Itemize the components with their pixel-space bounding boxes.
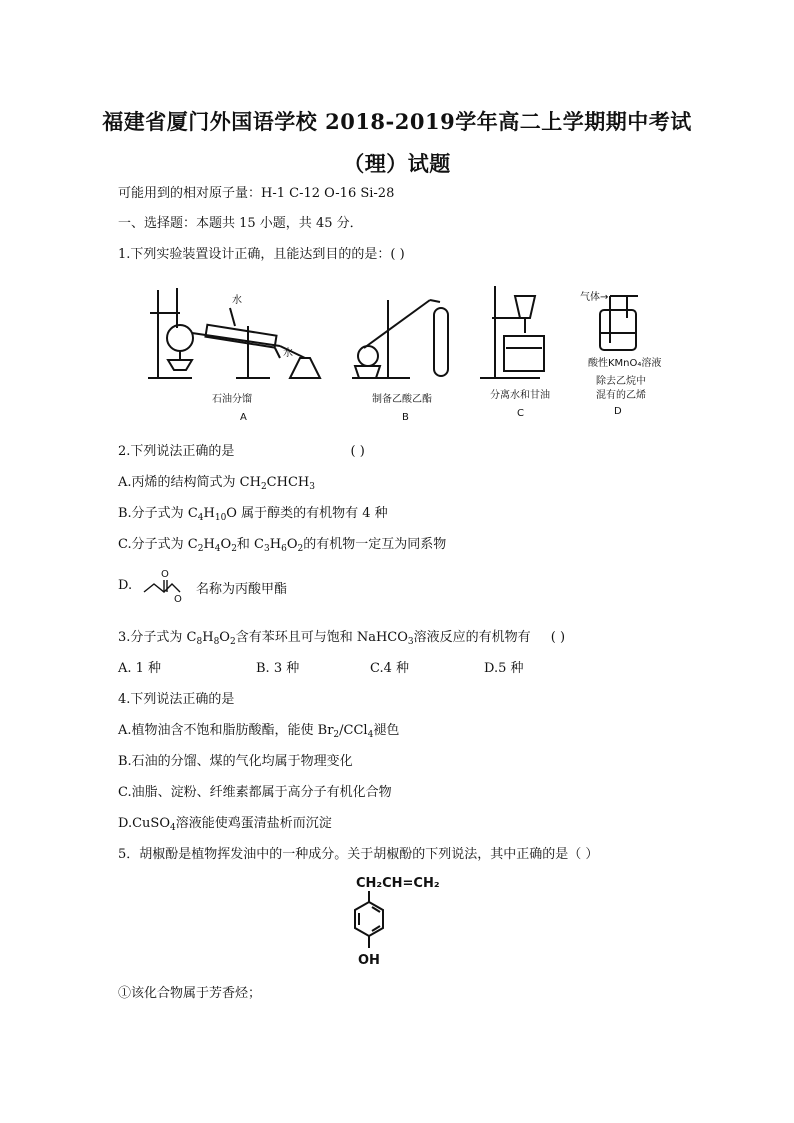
q2-d-ester-o: O	[174, 594, 182, 605]
question-4-stem: 4.下列说法正确的是	[118, 692, 235, 707]
fig-c-funnel	[515, 296, 535, 318]
question-3-stem: 3.分子式为 $C_8H_8O_2$含有苯环且可与饱和 NaHCO$_3$溶液反应的有机物有 ( )	[118, 630, 566, 647]
question-1-stem: 1.下列实验装置设计正确，且能达到目的的是：( )	[118, 247, 405, 262]
fig-b-letter: B	[402, 412, 409, 423]
fig-b-delivery-tube	[364, 300, 430, 348]
fig-a-water-in-label: 水	[232, 295, 242, 306]
q5-allyl-group: CH₂CH=CH₂	[356, 876, 440, 891]
q3-answer-paren: ( )	[550, 630, 566, 645]
fig-a-burner	[168, 360, 192, 370]
q2-option-c: C.分子式为 $C_2H_4O_2$和 $C_3H_6O_2$的有机物一定互为同系物	[118, 537, 447, 554]
fig-a-flask	[167, 325, 193, 351]
q2-answer-paren: ( )	[350, 444, 365, 459]
q3-option-c: C.4 种	[370, 661, 410, 676]
fig-a-letter: A	[240, 412, 247, 423]
q2-d-carbonyl-o: O	[161, 569, 169, 580]
q5-statement-1: ①该化合物属于芳香烃；	[118, 986, 262, 1001]
fig-d-caption-2: 混有的乙烯	[596, 390, 646, 401]
fig-d-caption-1: 除去乙烷中	[596, 376, 646, 387]
fig-c-beaker	[504, 336, 544, 371]
fig-d-letter: D	[614, 406, 622, 417]
fig-d-reagent-label: 酸性KMnO₄溶液	[588, 358, 662, 369]
question-5-stem: 5．胡椒酚是植物挥发油中的一种成分。关于胡椒酚的下列说法，其中正确的是（ ）	[118, 847, 599, 862]
q2-option-d-structure	[140, 566, 192, 606]
q3-option-d: D.5 种	[484, 661, 524, 676]
fig-b-tube	[358, 346, 378, 366]
fig-d-bottle	[600, 310, 636, 350]
q2-option-b: B.分子式为 $C_4H_{10}O$ 属于醇类的有机物有 4 种	[118, 506, 388, 523]
q5-hydroxyl-group: OH	[358, 953, 380, 968]
q5-structure-chavicol	[352, 872, 452, 970]
fig-b-caption: 制备乙酸乙酯	[372, 394, 432, 405]
fig-a-water-out-label: 水	[283, 348, 293, 359]
q2-option-d-label: D.	[118, 578, 133, 593]
q4-option-c: C.油脂、淀粉、纤维素都属于高分子有机化合物	[118, 785, 392, 800]
fig-d-gas-label: 气体→	[580, 292, 609, 303]
atomic-masses: 可能用到的相对原子量：H-1 C-12 O-16 Si-28	[118, 186, 395, 201]
q4-option-d: D.CuSO$_4$溶液能使鸡蛋清盐析而沉淀	[118, 816, 332, 833]
exam-title: 福建省厦门外国语学校 2018-2019学年高二上学期期中考试	[102, 109, 692, 134]
q4-option-b: B.石油的分馏、煤的气化均属于物理变化	[118, 754, 353, 769]
q2-stem-text: 2.下列说法正确的是	[118, 444, 235, 459]
fig-b-collection-tube	[434, 308, 448, 376]
q2-option-a: A.丙烯的结构简式为 $CH_2CHCH_3$	[118, 475, 315, 492]
q1-apparatus-figure	[140, 278, 670, 428]
q2-option-d-text: 名称为丙酸甲酯	[196, 582, 288, 597]
fig-a-caption: 石油分馏	[212, 394, 252, 405]
exam-subtitle: （理）试题	[343, 151, 451, 176]
section-heading: 一、选择题：本题共 15 小题，共 45 分．	[118, 216, 363, 231]
q3-option-b: B. 3 种	[256, 661, 300, 676]
fig-c-letter: C	[517, 408, 524, 419]
q3-option-a: A. 1 种	[118, 661, 162, 676]
fig-a-receiver	[290, 358, 320, 378]
fig-c-caption: 分离水和甘油	[490, 390, 550, 401]
q4-option-a: A.植物油含不饱和脂肪酸酯，能使 $Br_2/CCl_4$褪色	[118, 723, 400, 740]
question-2-stem	[118, 440, 365, 459]
